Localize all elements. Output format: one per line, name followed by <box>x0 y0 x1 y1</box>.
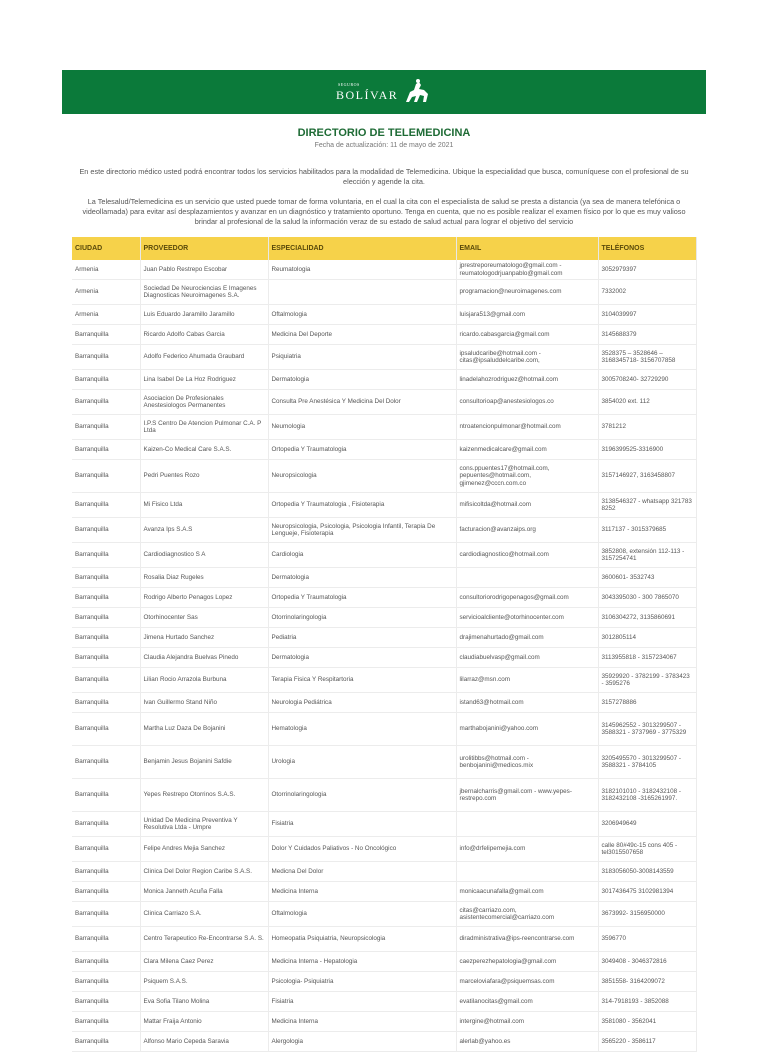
especialidad-cell: Dermatologia <box>268 370 456 390</box>
ciudad-cell: Barranquilla <box>72 902 140 927</box>
telefonos-cell: 3145962552 - 3013299507 - 3588321 - 3737969 - 3775329 <box>598 713 696 746</box>
proveedor-cell: Luis Eduardo Jaramillo Jaramillo <box>140 305 268 325</box>
table-row <box>72 518 696 543</box>
table-row <box>72 628 696 648</box>
telefonos-cell: 3145688379 <box>598 325 696 345</box>
proveedor-cell: Monica Janneth Acuña Falla <box>140 882 268 902</box>
directory-table <box>72 237 697 1052</box>
email-cell: alerlab@yahoo.es <box>456 1032 598 1052</box>
telefonos-cell: 3117137 - 3015379685 <box>598 518 696 543</box>
especialidad-cell: Medicina Del Deporte <box>268 325 456 345</box>
email-cell: consultoriorodrigopenagos@gmail.com <box>456 588 598 608</box>
email-cell: diradministrativa@ips-reencontrarse.com <box>456 927 598 952</box>
proveedor-cell: Otorhinocenter Sas <box>140 608 268 628</box>
seguros-bolivar-logo <box>336 76 436 108</box>
ciudad-cell: Barranquilla <box>72 972 140 992</box>
email-cell: linadelahozrodriguez@hotmail.com <box>456 370 598 390</box>
proveedor-cell: Ivan Guillermo Stand Niño <box>140 693 268 713</box>
horse-rider-icon <box>402 78 432 106</box>
table-row <box>72 493 696 518</box>
email-cell: evatilanocitas@gmail.com <box>456 992 598 1012</box>
proveedor-cell: Adolfo Federico Ahumada Graubard <box>140 345 268 370</box>
proveedor-cell: Jimena Hurtado Sanchez <box>140 628 268 648</box>
proveedor-cell: Centro Terapeutico Re-Encontrarse S.A. S. <box>140 927 268 952</box>
ciudad-cell: Barranquilla <box>72 746 140 779</box>
ciudad-cell: Barranquilla <box>72 837 140 862</box>
ciudad-cell: Barranquilla <box>72 668 140 693</box>
proveedor-cell: Clara Milena Caez Perez <box>140 952 268 972</box>
email-cell: servicioalcliente@otorhinocenter.com <box>456 608 598 628</box>
ciudad-cell: Barranquilla <box>72 608 140 628</box>
proveedor-cell: Cardiodiagnostico S A <box>140 543 268 568</box>
proveedor-cell: Pedri Puentes Rozo <box>140 460 268 493</box>
proveedor-cell: Claudia Alejandra Buelvas Pinedo <box>140 648 268 668</box>
especialidad-cell: Oftalmologia <box>268 305 456 325</box>
telefonos-cell: 3012805114 <box>598 628 696 648</box>
ciudad-cell: Barranquilla <box>72 862 140 882</box>
ciudad-cell: Barranquilla <box>72 952 140 972</box>
ciudad-cell: Barranquilla <box>72 588 140 608</box>
proveedor-cell: Rodrigo Alberto Penagos Lopez <box>140 588 268 608</box>
especialidad-cell: Fisiatria <box>268 992 456 1012</box>
telefonos-cell: 3854020 ext. 112 <box>598 390 696 415</box>
email-cell: intergine@hotmail.com <box>456 1012 598 1032</box>
ciudad-cell: Barranquilla <box>72 345 140 370</box>
table-row <box>72 305 696 325</box>
especialidad-cell: Oftalmologia <box>268 902 456 927</box>
proveedor-cell: Unidad De Medicina Preventiva Y Resolutiva Ltda - Umpre <box>140 812 268 837</box>
proveedor-cell: Asociacion De Profesionales Anestesiologos Permanentes <box>140 390 268 415</box>
especialidad-cell: Terapia Fisica Y Respitartoria <box>268 668 456 693</box>
especialidad-cell: Medicna Del Dolor <box>268 862 456 882</box>
ciudad-cell: Barranquilla <box>72 927 140 952</box>
telefonos-cell: 3183056050-3008143559 <box>598 862 696 882</box>
telefonos-cell: 3205495570 - 3013299507 - 3588321 - 3784105 <box>598 746 696 779</box>
table-row <box>72 260 696 280</box>
email-cell: ricardo.cabasgarcia@gmail.com <box>456 325 598 345</box>
proveedor-cell: Rosalia Diaz Rugeles <box>140 568 268 588</box>
especialidad-cell: Neurologia Pediátrica <box>268 693 456 713</box>
especialidad-cell: Pediatria <box>268 628 456 648</box>
table-row <box>72 390 696 415</box>
ciudad-cell: Barranquilla <box>72 568 140 588</box>
ciudad-cell: Barranquilla <box>72 493 140 518</box>
telefonos-cell: 3182101010 - 3182432108 - 3182432108 -3165261997. <box>598 779 696 812</box>
especialidad-cell: Urologia <box>268 746 456 779</box>
table-row <box>72 608 696 628</box>
especialidad-cell: Consulta Pre Anestésica Y Medicina Del Dolor <box>268 390 456 415</box>
telefonos-cell: 3852808, extensión 112-113 - 3157254741 <box>598 543 696 568</box>
telefonos-cell: 314-7918193 - 3852088 <box>598 992 696 1012</box>
especialidad-cell: Dermatologia <box>268 568 456 588</box>
telefonos-cell: 3104039997 <box>598 305 696 325</box>
table-row <box>72 325 696 345</box>
telefonos-cell: 35929920 - 3782199 - 3783423 - 3595276 <box>598 668 696 693</box>
table-row <box>72 927 696 952</box>
email-cell: ntroatencionpulmonar@hotmail.com <box>456 415 598 440</box>
especialidad-cell: Medicina Interna <box>268 1012 456 1032</box>
especialidad-cell: Ortopedia Y Traumatologia <box>268 588 456 608</box>
especialidad-cell: Ortopedia Y Traumatologia , Fisioterapia <box>268 493 456 518</box>
ciudad-cell: Barranquilla <box>72 882 140 902</box>
ciudad-cell: Barranquilla <box>72 1012 140 1032</box>
ciudad-cell: Barranquilla <box>72 713 140 746</box>
ciudad-cell: Armenia <box>72 260 140 280</box>
telefonos-cell: 3157146927, 3163458807 <box>598 460 696 493</box>
email-cell: luisjara513@gmail.com <box>456 305 598 325</box>
especialidad-cell: Psiquiatria <box>268 345 456 370</box>
telefonos-cell: 3106304272, 3135860691 <box>598 608 696 628</box>
ciudad-cell: Barranquilla <box>72 390 140 415</box>
especialidad-cell: Dolor Y Cuidados Paliativos - No Oncológico <box>268 837 456 862</box>
email-cell: cons.ppuentes17@hotmail.com, pepuentes@hotmail.com, gjimenez@cccn.com.co <box>456 460 598 493</box>
ciudad-cell: Barranquilla <box>72 992 140 1012</box>
ciudad-cell: Armenia <box>72 305 140 325</box>
especialidad-cell: Psicologia- Psiquiatria <box>268 972 456 992</box>
table-row <box>72 837 696 862</box>
email-cell: jprestreporeumatologo@gmail.com - reumatologodrjuanpablo@gmail.com <box>456 260 598 280</box>
email-cell <box>456 568 598 588</box>
logo-small-text: SEGUROS <box>338 82 360 87</box>
update-date: Fecha de actualización: 11 de mayo de 2021 <box>314 142 454 149</box>
email-cell: consultorioap@anestesiologos.co <box>456 390 598 415</box>
ciudad-cell: Barranquilla <box>72 693 140 713</box>
ciudad-cell: Barranquilla <box>72 543 140 568</box>
telefonos-cell: 3043395030 - 300 7865070 <box>598 588 696 608</box>
proveedor-cell: Ricardo Adolfo Cabas Garcia <box>140 325 268 345</box>
especialidad-cell: Otorrinolaringologia <box>268 608 456 628</box>
especialidad-cell: Cardiologia <box>268 543 456 568</box>
telefonos-cell: 3113955818 - 3157234067 <box>598 648 696 668</box>
table-row <box>72 812 696 837</box>
table-row <box>72 415 696 440</box>
header-ciudad: CIUDAD <box>72 237 140 260</box>
especialidad-cell: Neumologia <box>268 415 456 440</box>
table-row <box>72 280 696 305</box>
table-row <box>72 902 696 927</box>
logo-brand-text: BOLÍVAR <box>336 88 399 102</box>
table-row <box>72 440 696 460</box>
ciudad-cell: Barranquilla <box>72 1032 140 1052</box>
email-cell: programacion@neuroimagenes.com <box>456 280 598 305</box>
proveedor-cell: Yepes Restrepo Otorrinos S.A.S. <box>140 779 268 812</box>
table-row <box>72 648 696 668</box>
email-cell: caezperezhepatologia@gmail.com <box>456 952 598 972</box>
email-cell: mifisicoltda@hotmail.com <box>456 493 598 518</box>
proveedor-cell: I.P.S Centro De Atencion Pulmonar C.A. P Ltda <box>140 415 268 440</box>
header-email: EMAIL <box>456 237 598 260</box>
email-cell: marthabojanini@yahoo.com <box>456 713 598 746</box>
email-cell: istand63@hotmail.com <box>456 693 598 713</box>
email-cell <box>456 812 598 837</box>
table-header-row <box>72 237 696 260</box>
proveedor-cell: Avanza Ips S.A.S <box>140 518 268 543</box>
telefonos-cell: 3851558- 3164209072 <box>598 972 696 992</box>
telefonos-cell: 3196399525-3316900 <box>598 440 696 460</box>
email-cell: info@drfelipemejia.com <box>456 837 598 862</box>
especialidad-cell: Reumatologia <box>268 260 456 280</box>
email-cell: jbernalcharris@gmail.com - www.yepes-restrepo.com <box>456 779 598 812</box>
proveedor-cell: Felipe Andres Mejia Sanchez <box>140 837 268 862</box>
proveedor-cell: Benjamin Jesus Bojanini Safdie <box>140 746 268 779</box>
header-especialidad: ESPECIALIDAD <box>268 237 456 260</box>
proveedor-cell: Martha Luz Daza De Bojanini <box>140 713 268 746</box>
ciudad-cell: Barranquilla <box>72 518 140 543</box>
table-row <box>72 972 696 992</box>
email-cell: drajimenahurtado@gmail.com <box>456 628 598 648</box>
telefonos-cell: 3781212 <box>598 415 696 440</box>
telefonos-cell: calle 80#49c-15 cons 405 - tel3015507658 <box>598 837 696 862</box>
table-row <box>72 952 696 972</box>
table-row <box>72 693 696 713</box>
email-cell: citas@carriazo.com, asistentecomercial@carriazo.com <box>456 902 598 927</box>
especialidad-cell: Medicina Interna - Hepatologia <box>268 952 456 972</box>
ciudad-cell: Barranquilla <box>72 779 140 812</box>
especialidad-cell: Neuropsicologia, Psicologia, Psicologia Infantil, Terapia De Lengueje, Fisioterapia <box>268 518 456 543</box>
page-title: DIRECTORIO DE TELEMEDICINA <box>297 127 471 139</box>
table-row <box>72 460 696 493</box>
telefonos-cell: 3206949649 <box>598 812 696 837</box>
ciudad-cell: Barranquilla <box>72 628 140 648</box>
table-row <box>72 543 696 568</box>
proveedor-cell: Psiquem S.A.S. <box>140 972 268 992</box>
telefonos-cell: 3049408 - 3046372816 <box>598 952 696 972</box>
especialidad-cell: Ortopedia Y Traumatologia <box>268 440 456 460</box>
table-row <box>72 992 696 1012</box>
email-cell: lilarraz@msn.com <box>456 668 598 693</box>
email-cell: monicaacunafalla@gmail.com <box>456 882 598 902</box>
telefonos-cell: 3581080 - 3562041 <box>598 1012 696 1032</box>
especialidad-cell: Otorrinolaringologia <box>268 779 456 812</box>
telefonos-cell: 3157278886 <box>598 693 696 713</box>
ciudad-cell: Barranquilla <box>72 415 140 440</box>
especialidad-cell: Fisiatria <box>268 812 456 837</box>
table-row <box>72 746 696 779</box>
ciudad-cell: Barranquilla <box>72 460 140 493</box>
proveedor-cell: Clinica Carriazo S.A. <box>140 902 268 927</box>
telefonos-cell: 3600601- 3532743 <box>598 568 696 588</box>
email-cell <box>456 862 598 882</box>
proveedor-cell: Kaizen-Co Medical Care S.A.S. <box>140 440 268 460</box>
especialidad-cell: Medicina Interna <box>268 882 456 902</box>
email-cell: marceloviafara@psiquemsas.com <box>456 972 598 992</box>
especialidad-cell <box>268 280 456 305</box>
ciudad-cell: Barranquilla <box>72 370 140 390</box>
email-cell: urolitibbs@hotmail.com - benbojanini@medicos.mix <box>456 746 598 779</box>
ciudad-cell: Barranquilla <box>72 325 140 345</box>
ciudad-cell: Armenia <box>72 280 140 305</box>
intro-paragraph-2: La Telesalud/Telemedicina es un servicio que usted puede tomar de forma voluntaria, en el cual la cita con el especialista de salud se presta a distancia (ya sea de manera telefónica o videollamada) para evitar así desplazamientos y avanzar en un diagnóstico y tratamiento oportuno. Tenga en cuenta, que no es posible realizar el examen físico por lo que es muy valioso brindar al profesional de la salud la información veraz de su estado de salud actual para lograr el objetivo del servicio <box>82 197 686 226</box>
proveedor-cell: Alfonso Mario Cepeda Saravia <box>140 1032 268 1052</box>
proveedor-cell: Clinica Del Dolor Region Caribe S.A.S. <box>140 862 268 882</box>
telefonos-cell: 3673992- 3156950000 <box>598 902 696 927</box>
especialidad-cell: Dermatologia <box>268 648 456 668</box>
header-proveedor: PROVEEDOR <box>140 237 268 260</box>
table-row <box>72 588 696 608</box>
proveedor-cell: Juan Pablo Restrepo Escobar <box>140 260 268 280</box>
proveedor-cell: Lilian Rocio Arrazola Burbuna <box>140 668 268 693</box>
table-row <box>72 568 696 588</box>
email-cell: claudiabuelvasp@gmail.com <box>456 648 598 668</box>
header-telefonos: TELÉFONOS <box>598 237 696 260</box>
email-cell: ipsaludcaribe@hotmail.com - citas@ipsaluddelcaribe.com, <box>456 345 598 370</box>
table-row <box>72 370 696 390</box>
table-row <box>72 713 696 746</box>
proveedor-cell: Lina Isabel De La Hoz Rodriguez <box>140 370 268 390</box>
table-row <box>72 779 696 812</box>
telefonos-cell: 3528375 – 3528646 – 3168345718- 3156707858 <box>598 345 696 370</box>
ciudad-cell: Barranquilla <box>72 812 140 837</box>
proveedor-cell: Mi Fisico Ltda <box>140 493 268 518</box>
especialidad-cell: Neuropsicologia <box>268 460 456 493</box>
table-row <box>72 1012 696 1032</box>
table-row <box>72 1032 696 1052</box>
intro-paragraph-1: En este directorio médico usted podrá encontrar todos los servicios habilitados para la modalidad de Telemedicina. Ubique la especialidad que busca, comuníquese con el profesional de su elección y agende la cita. <box>79 167 689 186</box>
telefonos-cell: 3052979397 <box>598 260 696 280</box>
proveedor-cell: Eva Sofia Tilano Molina <box>140 992 268 1012</box>
telefonos-cell: 3017436475 3102981394 <box>598 882 696 902</box>
especialidad-cell: Hematologia <box>268 713 456 746</box>
email-cell: cardiodiagnostico@hotmail.com <box>456 543 598 568</box>
ciudad-cell: Barranquilla <box>72 648 140 668</box>
ciudad-cell: Barranquilla <box>72 440 140 460</box>
email-cell: kaizenmedicalcare@gmail.com <box>456 440 598 460</box>
telefonos-cell: 3596770 <box>598 927 696 952</box>
proveedor-cell: Sociedad De Neurociencias E Imagenes Diagnosticas Neuroimagenes S.A. <box>140 280 268 305</box>
especialidad-cell: Alergologia <box>268 1032 456 1052</box>
table-row <box>72 882 696 902</box>
table-row <box>72 668 696 693</box>
table-row <box>72 862 696 882</box>
telefonos-cell: 3005708240- 32729290 <box>598 370 696 390</box>
proveedor-cell: Mattar Fraija Antonio <box>140 1012 268 1032</box>
table-row <box>72 345 696 370</box>
email-cell: facturacion@avanzaips.org <box>456 518 598 543</box>
telefonos-cell: 3565220 - 3586117 <box>598 1032 696 1052</box>
telefonos-cell: 7332002 <box>598 280 696 305</box>
telefonos-cell: 3138546327 - whatsapp 321783 8252 <box>598 493 696 518</box>
especialidad-cell: Homeopatia Psiquiatria, Neuropsicologia <box>268 927 456 952</box>
